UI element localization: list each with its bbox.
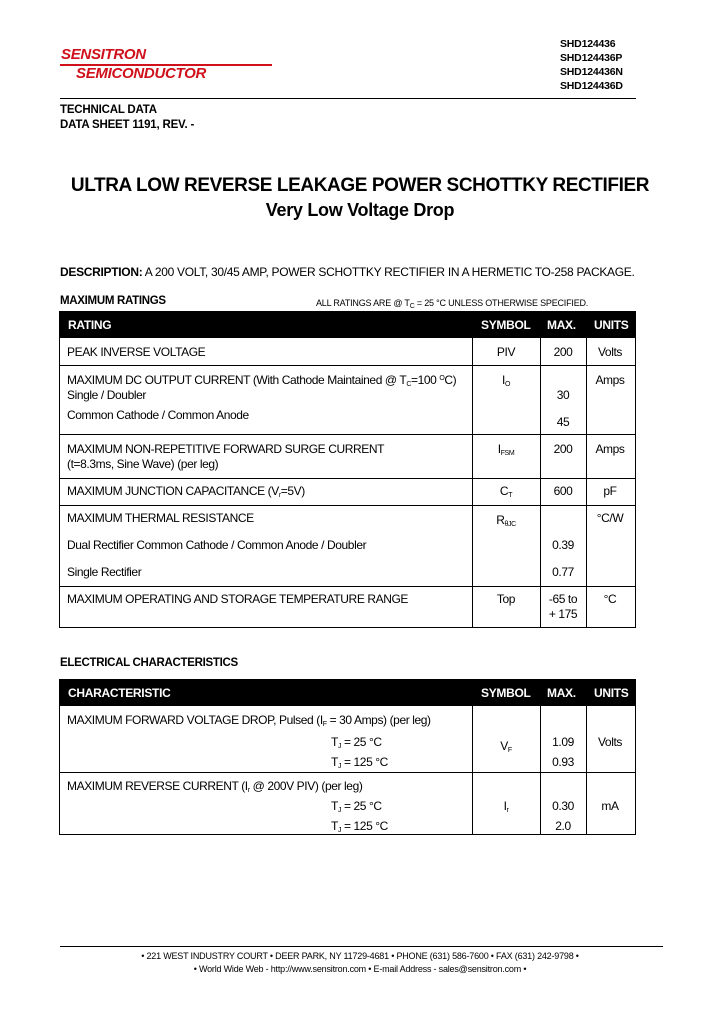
row-sublabel-thermal: Single Rectifier <box>67 565 142 579</box>
row-label-thermal: MAXIMUM THERMAL RESISTANCE <box>67 511 254 525</box>
part-number: SHD124436P <box>560 52 623 64</box>
header-symbol: SYMBOL <box>481 686 531 700</box>
table-header <box>60 312 635 338</box>
symbol-temperature: Top <box>496 592 516 606</box>
max-dc-common: 45 <box>556 415 570 429</box>
symbol-capacitance: $C_T$ <box>499 484 513 499</box>
header-symbol: SYMBOL <box>481 318 531 332</box>
footer-contact: • World Wide Web - http://www.sensitron.com • E-mail Address - sales@sensitron.com • <box>193 964 527 974</box>
condition-tj-125: $T_J = 125$ °C <box>331 755 388 770</box>
header-divider <box>60 98 636 99</box>
max-ratings-table <box>59 311 636 628</box>
condition-tj-25: $T_J = 25$ °C <box>331 799 382 814</box>
max-ratings-heading: MAXIMUM RATINGS <box>60 295 166 307</box>
technical-data-label: TECHNICAL DATA <box>60 104 157 116</box>
table-header <box>60 680 635 706</box>
units-capacitance: pF <box>603 484 617 498</box>
footer-divider <box>60 946 663 947</box>
part-number: SHD124436N <box>560 66 623 78</box>
max-capacitance: 600 <box>553 484 573 498</box>
symbol-reverse-current: $I_r$ <box>503 799 509 814</box>
row-label-temperature: MAXIMUM OPERATING AND STORAGE TEMPERATURE RANGE <box>67 592 409 606</box>
brand-name-line2: SEMICONDUCTOR <box>76 65 206 82</box>
header-units: UNITS <box>594 686 629 700</box>
symbol-forward-voltage: $V_F$ <box>500 739 512 754</box>
units-temperature: °C <box>603 592 617 606</box>
row-sublabel-dc: Common Cathode / Common Anode <box>67 408 249 422</box>
row-label-piv: PEAK INVERSE VOLTAGE <box>67 345 206 359</box>
description-text: A 200 VOLT, 30/45 AMP, POWER SCHOTTKY RECTIFIER IN A HERMETIC TO-258 PACKAGE. <box>142 265 635 279</box>
row-label-surge: MAXIMUM NON-REPETITIVE FORWARD SURGE CURRENT <box>67 442 385 456</box>
max-temperature-low: -65 to <box>548 592 578 606</box>
symbol-surge: $I_{FSM}$ <box>497 442 515 457</box>
max-surge: 200 <box>553 442 573 456</box>
symbol-thermal: $R_{\theta JC}$ <box>496 513 516 528</box>
max-temperature-high: + 175 <box>548 607 578 621</box>
description <box>60 265 635 279</box>
max-forward-voltage-25: 1.09 <box>552 735 574 749</box>
condition-tj-125: $T_J = 125$ °C <box>331 819 388 834</box>
symbol-dc: $I_O$ <box>502 373 510 388</box>
document-subtitle: Very Low Voltage Drop <box>265 200 455 220</box>
condition-tj-25: $T_J = 25$ °C <box>331 735 382 750</box>
electrical-table <box>59 679 636 835</box>
units-reverse-current: mA <box>601 799 619 813</box>
max-thermal-single: 0.77 <box>552 565 574 579</box>
part-number: SHD124436D <box>560 80 623 92</box>
header-units: UNITS <box>594 318 629 332</box>
header-rating: RATING <box>68 318 112 332</box>
symbol-piv: PIV <box>496 345 516 359</box>
max-dc-single: 30 <box>556 388 570 402</box>
units-piv: Volts <box>597 345 623 359</box>
row-sublabel-surge: (t=8.3ms, Sine Wave) (per leg) <box>67 457 219 471</box>
row-label-forward-voltage: MAXIMUM FORWARD VOLTAGE DROP, Pulsed ($I_F = 30$ Amps) (per leg) <box>67 713 431 728</box>
max-forward-voltage-125: 0.93 <box>552 755 574 769</box>
max-reverse-current-25: 0.30 <box>552 799 574 813</box>
units-thermal: °C/W <box>596 511 624 525</box>
data-sheet-number: DATA SHEET 1191, REV. - <box>60 119 195 131</box>
electrical-heading: ELECTRICAL CHARACTERISTICS <box>60 657 238 669</box>
units-dc: Amps <box>595 373 625 387</box>
max-thermal-dual: 0.39 <box>552 538 574 552</box>
row-label-capacitance: MAXIMUM JUNCTION CAPACITANCE $(V_r=5V)$ <box>67 484 305 499</box>
document-title: ULTRA LOW REVERSE LEAKAGE POWER SCHOTTKY RECTIFIER <box>70 175 650 196</box>
max-piv: 200 <box>553 345 573 359</box>
units-forward-voltage: Volts <box>597 735 623 749</box>
units-surge: Amps <box>595 442 625 456</box>
row-sublabel-thermal: Dual Rectifier Common Cathode / Common Anode / Doubler <box>67 538 367 552</box>
row-label-reverse-current: MAXIMUM REVERSE CURRENT ($I_r$ @ 200V PIV) (per leg) <box>67 779 363 794</box>
header-max: MAX. <box>547 318 576 332</box>
description-label: DESCRIPTION: <box>60 265 143 279</box>
brand-name: SENSITRON <box>61 46 146 63</box>
row-sublabel-dc: Single / Doubler <box>67 388 146 402</box>
part-number: SHD124436 <box>560 38 616 50</box>
ratings-condition: ALL RATINGS ARE @ $T_C = 25$ °C UNLESS OTHERWISE SPECIFIED. <box>316 298 589 310</box>
max-reverse-current-125: 2.0 <box>555 819 571 833</box>
footer-address: • 221 WEST INDUSTRY COURT • DEER PARK, NY 11729-4681 • PHONE (631) 586-7600 • FAX (631) 242-9798 • <box>141 951 579 961</box>
row-label-dc: MAXIMUM DC OUTPUT CURRENT (With Cathode Maintained @ $T_C=100$ $^O$C) <box>67 373 457 388</box>
header-characteristic: CHARACTERISTIC <box>68 686 171 700</box>
header-max: MAX. <box>547 686 576 700</box>
